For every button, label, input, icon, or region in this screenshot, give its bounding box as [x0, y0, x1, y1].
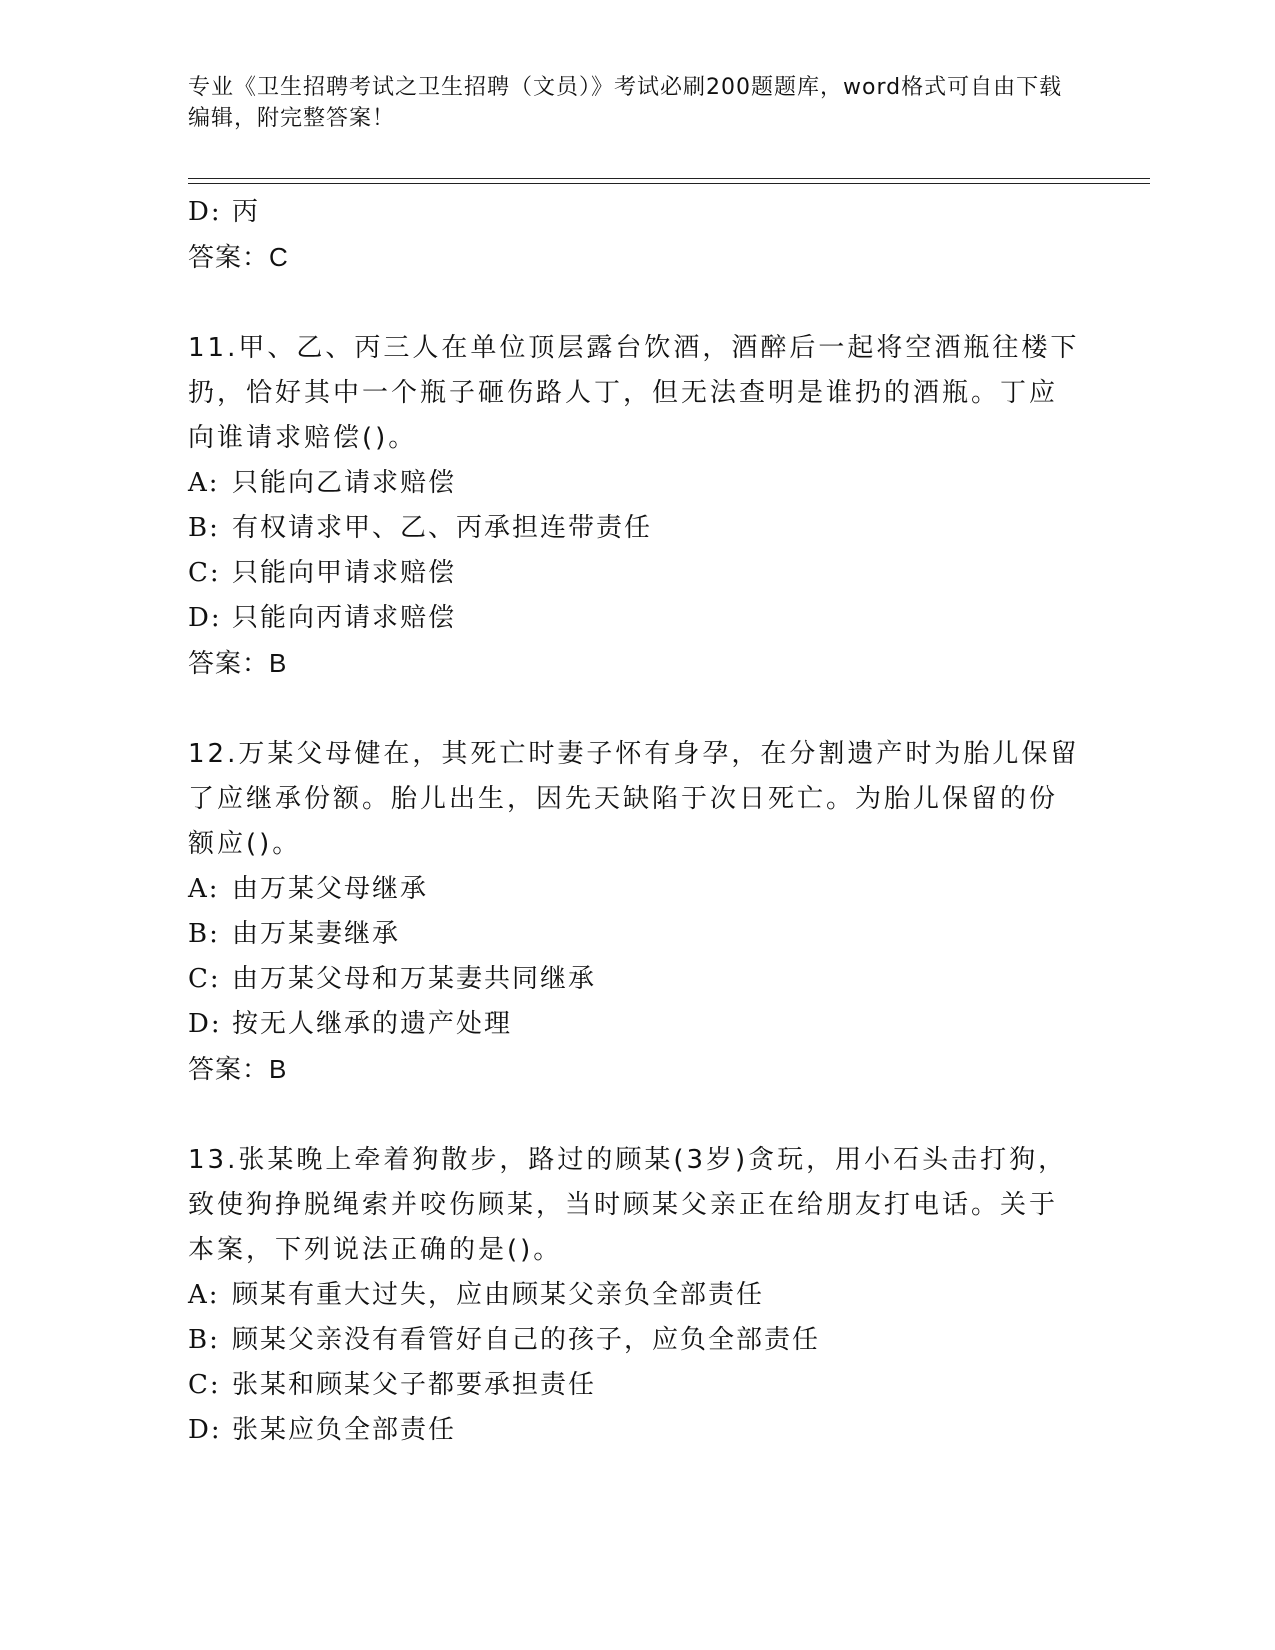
question-stem-line: 本案，下列说法正确的是()。: [188, 1235, 563, 1265]
option-label: D:: [188, 1009, 222, 1039]
question-stem-line: 致使狗挣脱绳索并咬伤顾某，当时顾某父亲正在给朋友打电话。关于: [188, 1190, 1059, 1220]
option-text: 顾某有重大过失，应由顾某父亲负全部责任: [232, 1280, 765, 1310]
option-label: D:: [188, 603, 222, 633]
header-divider-bottom: [188, 183, 1150, 184]
option-text: 丙: [232, 197, 261, 227]
question-stem-line: 扔，恰好其中一个瓶子砸伤路人丁，但无法查明是谁扔的酒瓶。丁应: [188, 378, 1059, 408]
option-label: B:: [188, 1325, 220, 1355]
option-c: [188, 551, 1088, 596]
option-label: B:: [188, 919, 220, 949]
option-a: [188, 1273, 1088, 1318]
option-text: 由万某父母和万某妻共同继承: [232, 964, 597, 994]
header-divider-top: [188, 178, 1150, 179]
question-11: [188, 326, 1088, 686]
option-text: 顾某父亲没有看管好自己的孩子，应负全部责任: [232, 1325, 821, 1355]
option-b: [188, 1318, 1088, 1363]
option-b: [188, 506, 1088, 551]
option-text: 只能向丙请求赔偿: [232, 603, 457, 633]
option-text: 有权请求甲、乙、丙承担连带责任: [232, 513, 653, 543]
option-label: A:: [188, 468, 220, 498]
option-text: 由万某父母继承: [232, 874, 429, 904]
question-stem-line: 额应()。: [188, 829, 302, 859]
option-label: A:: [188, 874, 220, 904]
option-label: B:: [188, 513, 220, 543]
option-c: [188, 957, 1088, 1002]
option-d: [188, 596, 1088, 641]
option-d: [188, 1408, 1088, 1453]
answer: 答案：B: [188, 648, 288, 678]
question-stem-line: 13.张某晚上牵着狗散步，路过的顾某(3岁)贪玩，用小石头击打狗，: [188, 1145, 1068, 1175]
option-text: 张某和顾某父子都要承担责任: [232, 1370, 597, 1400]
option-d: [188, 1002, 1088, 1047]
option-label: C:: [188, 1370, 221, 1400]
option-a: [188, 461, 1088, 506]
question-stem-line: 了应继承份额。胎儿出生，因先天缺陷于次日死亡。为胎儿保留的份: [188, 784, 1059, 814]
option-label: C:: [188, 964, 221, 994]
option-label: C:: [188, 558, 221, 588]
answer: 答案：C: [188, 242, 289, 272]
answer: 答案：B: [188, 1054, 288, 1084]
question-stem-line: 12.万某父母健在，其死亡时妻子怀有身孕，在分割遗产时为胎儿保留: [188, 739, 1080, 769]
option-label: D:: [188, 197, 222, 227]
question-12: [188, 732, 1088, 1092]
question-13: [188, 1138, 1088, 1453]
option-label: A:: [188, 1280, 220, 1310]
option-text: 张某应负全部责任: [232, 1415, 457, 1445]
option-b: [188, 912, 1088, 957]
option-text: 只能向乙请求赔偿: [232, 468, 457, 498]
document-body: [188, 190, 1088, 1453]
option-d: [188, 190, 1088, 235]
option-text: 按无人继承的遗产处理: [232, 1009, 513, 1039]
option-text: 由万某妻继承: [232, 919, 401, 949]
option-a: [188, 867, 1088, 912]
option-text: 只能向甲请求赔偿: [232, 558, 457, 588]
option-label: D:: [188, 1415, 222, 1445]
document-header: 专业《卫生招聘考试之卫生招聘（文员）》考试必刷200题题库，word格式可自由下载编辑，附完整答案！: [188, 75, 1063, 131]
question-stem-line: 11.甲、乙、丙三人在单位顶层露台饮酒，酒醉后一起将空酒瓶往楼下: [188, 333, 1080, 363]
option-c: [188, 1363, 1088, 1408]
question-stem-line: 向谁请求赔偿()。: [188, 423, 418, 453]
